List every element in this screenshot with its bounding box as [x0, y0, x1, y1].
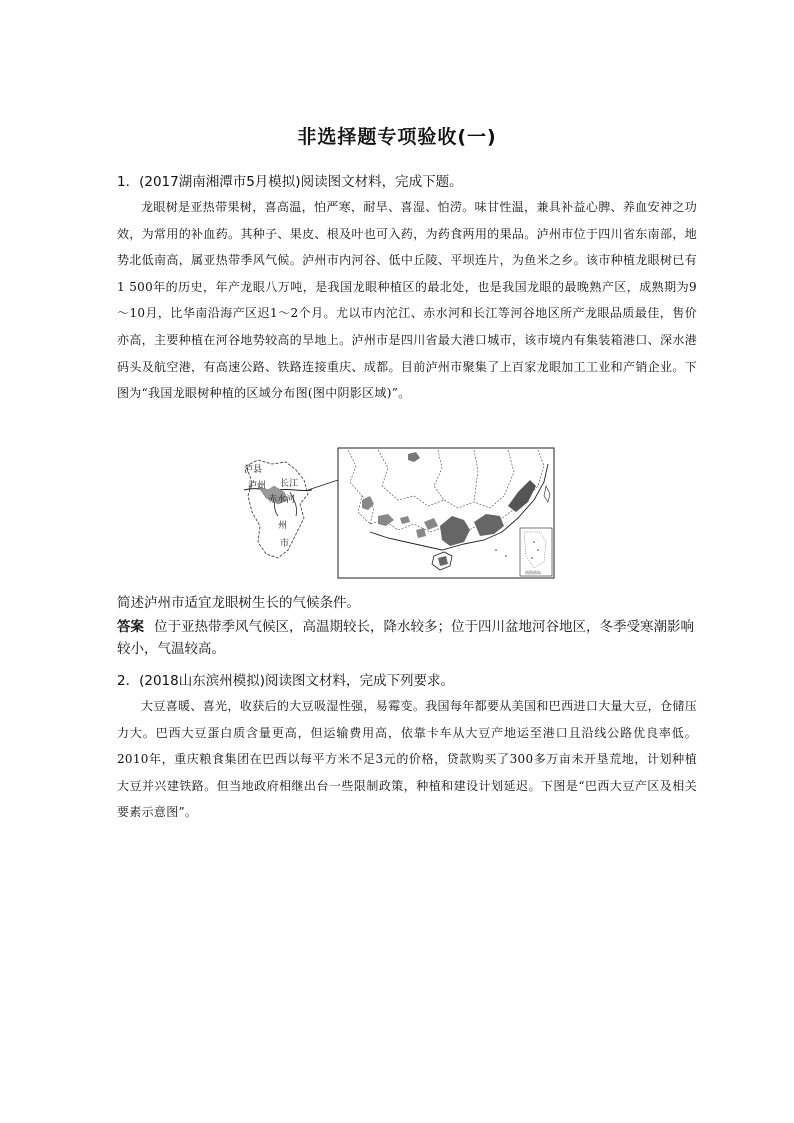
inset-label: 南海诸岛	[525, 570, 541, 575]
island-dot	[505, 555, 507, 557]
south-china-sea-inset	[520, 528, 552, 576]
label-zhou: 州	[278, 521, 288, 531]
label-luzhou: 泸州	[248, 481, 267, 491]
luzhou-detail-map	[244, 460, 312, 558]
label-luxian: 泸县	[244, 465, 263, 475]
answer-text: 位于亚热带季风气候区，高温期较长，降水较多；位于四川盆地河谷地区，冬季受寒潮影响较小，气温较高。	[117, 619, 694, 657]
label-chishui-river: 赤水河	[268, 495, 296, 505]
inset-island-dot	[531, 557, 533, 559]
map-figure	[238, 446, 558, 582]
question-2-heading: 2．(2018山东滨州模拟)阅读图文材料，完成下列要求。	[117, 673, 454, 689]
answer-label: 答案	[117, 619, 144, 635]
label-shi: 市	[280, 539, 290, 549]
south-china-map	[338, 448, 554, 578]
question-2-passage-text: 大豆喜暖、喜光，收获后的大豆吸湿性强，易霉变。我国每年都要从美国和巴西进口大量大豆，仓储压力大。巴西大豆蛋白质含量更高，但运输费用高，依靠卡车从大豆产地运至港口且沿线公路优良率低。2010年，重庆粮食集团在巴西以每平方米不足3元的价格，贷款购买了300多万亩未开垦荒地，计划种植大豆并兴建铁路。但当地政府相继出台一些限制政策，种植和建设计划延迟。下图是“巴西大豆产区及相关要素示意图”。	[117, 699, 697, 820]
question-1-passage	[117, 194, 697, 407]
question-1-heading: 1．(2017湖南湘潭市5月模拟)阅读图文材料，完成下题。	[117, 174, 463, 190]
question-2-passage	[117, 693, 697, 826]
inset-island-dot	[537, 549, 539, 551]
page-title: 非选择题专项验收(一)	[297, 126, 497, 148]
question-1-answer	[117, 616, 697, 660]
question-1-passage-text: 龙眼树是亚热带果树，喜高温，怕严寒，耐旱、喜湿、怕涝。味甘性温，兼具补益心脾、养血安神之功效，为常用的补血药。其种子、果皮、根及叶也可入药，为药食两用的果品。泸州市位于四川省东南部，地势北低南高，属亚热带季风气候。泸州市内河谷、低中丘陵、平坝连片，为鱼米之乡。该市种植龙眼树已有1 500年的历史，年产龙眼八万吨，是我国龙眼种植区的最北处，也是我国龙眼的最晚熟产区，成熟期为9～10月，比华南沿海产区迟1～2个月。尤以市内沱江、赤水河和长江等河谷地区所产龙眼品质最佳，售价亦高，主要种植在河谷地势较高的旱地上。泸州市是四川省最大港口城市，该市境内有集装箱港口、深水港码头及航空港，有高速公路、铁路连接重庆、成都。目前泸州市聚集了上百家龙眼加工工业和产销企业。下图为“我国龙眼树种植的区域分布图(图中阴影区域)”。	[117, 200, 697, 401]
question-1-prompt: 简述泸州市适宜龙眼树生长的气候条件。	[117, 595, 360, 611]
island-dot	[495, 549, 497, 551]
longan-distribution-map	[238, 446, 558, 582]
inset-island-dot	[533, 541, 535, 543]
label-changjiang: 长江	[280, 479, 299, 489]
